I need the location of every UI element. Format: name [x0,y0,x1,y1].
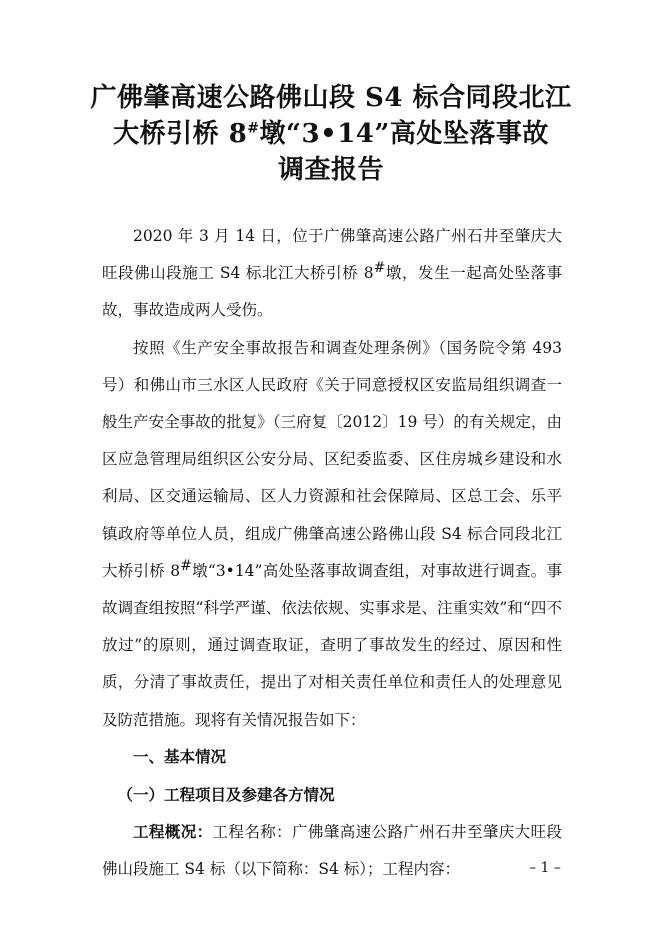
title-line-3 [60,152,602,188]
title-line-2 [60,116,602,152]
overview-text: 工程名称：广佛肇高速公路广州石井至肇庆大旺段佛山段施工 S4 标（以下简称：S4 标）；工程内容： [102,823,562,879]
document-title [60,80,602,188]
title-line-2a-text: 大桥引桥 8 [113,119,248,149]
basis-text-a: 按照《生产安全事故报告和调查处理条例》（国务院令第 493 号）和佛山市三水区人民政府《关于同意授权区安监局组织调查一般生产安全事故的批复》（三府复〔2012〕19 号）的有关规定，由区应急管理局组织区公安分局、区纪委监委、区住房城乡建设和水利局、区交通运输局、区人力资源和社会保障局、区总工会、乐平镇政府等单位人员，组成广佛肇高速公路佛山段 S4 标合同段北江大桥引桥 8 [102,338,562,580]
intro-text-b: 墩，发生一起高处坠落事故，事故造成两人受伤。 [102,264,562,320]
title-line-1 [60,80,602,116]
title-line-1-text: 广佛肇高速公路佛山段 S4 标合同段北江 [90,83,572,113]
title-line-3-text: 调查报告 [277,155,384,185]
document-body [102,218,562,889]
intro-text-a: 2020 年 3 月 14 日，位于广佛肇高速公路广州石井至肇庆大旺段佛山段施工 S4 标北江大桥引桥 8 [102,227,562,283]
pier-mark: # [373,260,386,277]
title-line-2b-text: 墩“3•14”高处坠落事故 [259,119,549,149]
basis-paragraph [102,330,562,739]
section-heading-1: 一、基本情况 [133,747,227,766]
pier-mark: # [247,120,260,137]
page-number: – 1 – [529,860,561,876]
basis-text-b: 墩“3•14”高处坠落事故调查组，对事故进行调查。事故调查组按照“科学严谨、依法依规、实事求是、注重实效”和“四不放过”的原则，通过调查取证，查明了事故发生的经过、原因和性质，分清了事故责任，提出了对相关责任单位和责任人的处理意见及防范措施。现将有关情况报告如下： [102,561,563,729]
pier-mark: # [180,557,192,574]
intro-paragraph [102,218,562,330]
overview-lead: 工程概况： [133,822,213,842]
section-heading-1-1: （一）工程项目及参建各方情况 [117,785,335,805]
overview-paragraph [102,813,562,888]
